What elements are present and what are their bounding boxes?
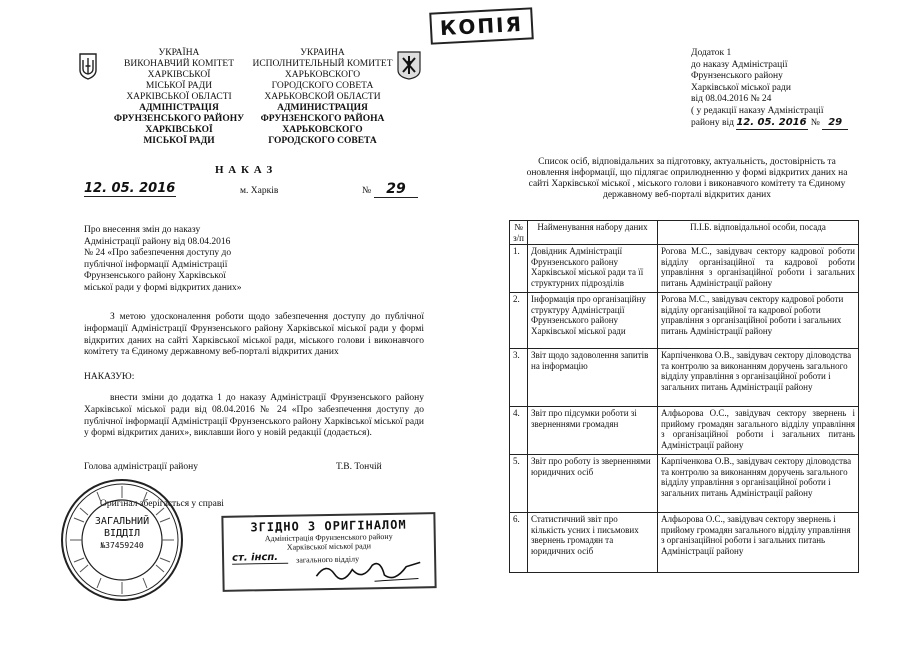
signature-scribble-icon [314, 556, 424, 586]
cell-number: 6. [510, 513, 528, 573]
table-row [510, 407, 859, 455]
subject-line: публічної інформації Адміністрації [84, 259, 228, 270]
copy-stamp-text: КОПІЯ [439, 11, 524, 41]
header-line: ИСПОЛНИТЕЛЬНЫЙ КОМИТЕТ [252, 59, 393, 69]
header-line: ФРУНЗЕНСКОГО РАЙОНА [260, 114, 385, 124]
cell-person: Карпіченкова О.В., завідувач сектору діловодства та контролю за виконанням доручень загального відділу управління з організаційної роботи і загальних питань Адміністрації району [658, 349, 859, 407]
appendix-line: до наказу Адміністрації [691, 59, 788, 70]
agreed-stamp-line3: загального відділу [296, 554, 360, 565]
cell-number: 2. [510, 293, 528, 349]
round-stamp [60, 478, 184, 602]
agreed-stamp-line1: Адміністрація Фрунзенського району [264, 531, 393, 544]
order-number: 29 [374, 181, 418, 198]
cell-dataset: Звіт щодо задоволення запитів на інформацію [528, 349, 658, 407]
table-row [510, 455, 859, 513]
order-body-resolution: внести зміни до додатка 1 до наказу Адміністрації Фрунзенського району Харківської міської ради від 08.04.2016 № 24 «Про забезпечення доступу до публічної інформації Адміністрації Фрунзенського району Харківської міської ради у формі відкритих даних», виклавши його у новій редакції (додається). [84, 393, 424, 439]
head-label: Голова адміністрації району [84, 462, 198, 472]
appendix-line: Фрунзенського району [691, 71, 783, 81]
cell-person: Алфьорова О.С., завідувач сектору звернень і прийому громадян загального відділу управління з організаційної роботи і загальних питань Адміністрації району [658, 513, 859, 573]
cell-person: Алфьорова О.С., завідувач сектору звернень і прийому громадян загального відділу управління з організаційної роботи і загальних питань Адміністрації району [658, 407, 859, 455]
appendix-date: 12. 05. 2016 [736, 117, 807, 128]
header-line: ХАРЬКОВСКОГО [282, 125, 363, 135]
kharkiv-coat-of-arms-icon [397, 50, 421, 80]
cell-person: Рогова М.С., завідувач сектору кадрової роботи відділу організаційної та кадрової роботи управління з організаційної роботи і загальних питань Адміністрації району [658, 293, 859, 349]
cell-dataset: Звіт про роботу із зверненнями юридичних осіб [528, 455, 658, 513]
header-line: ХАРЬКОВСКОЙ ОБЛАСТИ [264, 92, 381, 102]
order-body-intro: З метою удосконалення роботи щодо забезпечення доступу до публічної інформації Адміністрації Фрунзенського району Харківської міської ради у формі відкритих даних на сайті Харківської міської ради, міського голови і виконавчого комітету та Єдиному державному веб-порталі відкритих даних [84, 312, 424, 358]
header-line: АДМІНІСТРАЦІЯ [139, 103, 219, 113]
round-stamp-center [82, 516, 162, 552]
table-row [510, 293, 859, 349]
table-row [510, 245, 859, 293]
appendix-line: Харківської міської ради [691, 82, 791, 93]
header-russian [250, 48, 395, 147]
header-line: ФРУНЗЕНСЬКОГО РАЙОНУ [113, 114, 245, 124]
agreed-stamp [221, 512, 436, 592]
cell-number: 3. [510, 349, 528, 407]
order-number-prefix: № [362, 186, 372, 196]
appendix-last-prefix: району від [691, 118, 734, 128]
cell-number: 4. [510, 407, 528, 455]
header-line: ВИКОНАВЧИЙ КОМІТЕТ [124, 59, 234, 69]
header-ukrainian [104, 48, 254, 147]
round-stamp-line: ВІДДІЛ [103, 528, 141, 539]
header-line: ХАРКІВСЬКОЇ ОБЛАСТІ [126, 92, 232, 102]
trident-emblem-icon [79, 52, 97, 80]
appendix-num-prefix: № [810, 118, 820, 128]
subject-line: Адміністрації району від 08.04.2016 [84, 236, 231, 247]
agreed-stamp-title: ЗГІДНО З ОРИГІНАЛОМ [250, 517, 407, 535]
appendix-last-line [691, 117, 881, 130]
agreed-stamp-handwritten: ст. інсп. [232, 552, 288, 565]
list-title: Список осіб, відповідальних за підготовку, актуальність, достовірність та оновлення інформації, що підлягає оприлюдненню у формі відкритих даних на сайті Харківської міської , міського голови і виконавчого комітету та Єдиному державному веб-порталі відкритих даних [526, 157, 848, 200]
cell-dataset: Довідник Адміністрації Фрунзенського району Харківської міської ради та її структурних підрозділів [528, 245, 658, 293]
header-line: ХАРКІВСЬКОЇ [145, 125, 213, 135]
order-place: м. Харків [240, 186, 279, 196]
header-line: ХАРКІВСЬКОЇ [147, 70, 211, 80]
cell-dataset: Інформація про організаційну структуру Адміністрації Фрунзенського району Харківської міської ради [528, 293, 658, 349]
round-stamp-code: №37459240 [100, 541, 144, 550]
table-header-row [510, 221, 859, 245]
order-title: Н А К А З [215, 164, 274, 176]
table-row [510, 349, 859, 407]
head-name: Т.В. Тончій [336, 462, 382, 472]
cell-person: Карпіченкова О.В., завідувач сектору діловодства та контролю за виконанням доручень загального відділу управління з організаційної роботи і загальних питань Адміністрації району [658, 455, 859, 513]
round-stamp-line: ЗАГАЛЬНИЙ [94, 516, 150, 527]
header-line: ГОРОДСКОГО СОВЕТА [268, 136, 377, 146]
cell-number: 5. [510, 455, 528, 513]
cell-person: Рогова М.С., завідувач сектору кадрової роботи відділу організаційної та кадрової роботи управління з організаційної роботи і загальних питань Адміністрації району [658, 245, 859, 293]
cell-dataset: Статистичний звіт про кількість усних і письмових звернень громадян та юридичних осіб [528, 513, 658, 573]
col-header-number: № з/п [510, 221, 528, 245]
cell-number: 1. [510, 245, 528, 293]
header-line: УКРАИНА [300, 48, 345, 58]
responsible-persons-table [509, 220, 859, 573]
header-line: УКРАЇНА [158, 48, 200, 58]
header-line: МІСЬКОЇ РАДИ [143, 136, 215, 146]
subject-line: Про внесення змін до наказу [84, 225, 201, 235]
header-line: МІСЬКОЇ РАДИ [145, 81, 213, 91]
order-date: 12. 05. 2016 [84, 181, 176, 196]
col-header-person: П.І.Б. відповідальної особи, посада [658, 221, 859, 245]
subject-line: міської ради у формі відкритих даних» [84, 282, 242, 293]
header-line: ХАРЬКОВСКОГО [284, 70, 361, 80]
order-nakazuyu: НАКАЗУЮ: [84, 372, 135, 382]
agreed-stamp-line2: Харківської міської ради [286, 541, 372, 552]
right-page [455, 0, 906, 646]
header-line: ГОРОДСКОГО СОВЕТА [271, 81, 374, 91]
appendix-line: від 08.04.2016 № 24 [691, 94, 772, 104]
appendix-line: Додаток 1 [691, 48, 732, 58]
table-row [510, 513, 859, 573]
subject-line: Фрунзенського району Харківської [84, 271, 226, 281]
appendix-line: ( у редакції наказу Адміністрації [691, 105, 824, 116]
cell-dataset: Звіт про підсумки роботи зі зверненнями громадян [528, 407, 658, 455]
appendix-number: 29 [822, 117, 848, 130]
appendix-block [691, 48, 881, 130]
col-header-dataset: Найменування набору даних [528, 221, 658, 245]
subject-line: № 24 «Про забезпечення доступу до [84, 248, 232, 258]
header-line: АДМИНИСТРАЦИЯ [277, 103, 368, 113]
original-note: Оригінал зберігається у справі [100, 499, 224, 509]
order-subject [84, 225, 284, 294]
